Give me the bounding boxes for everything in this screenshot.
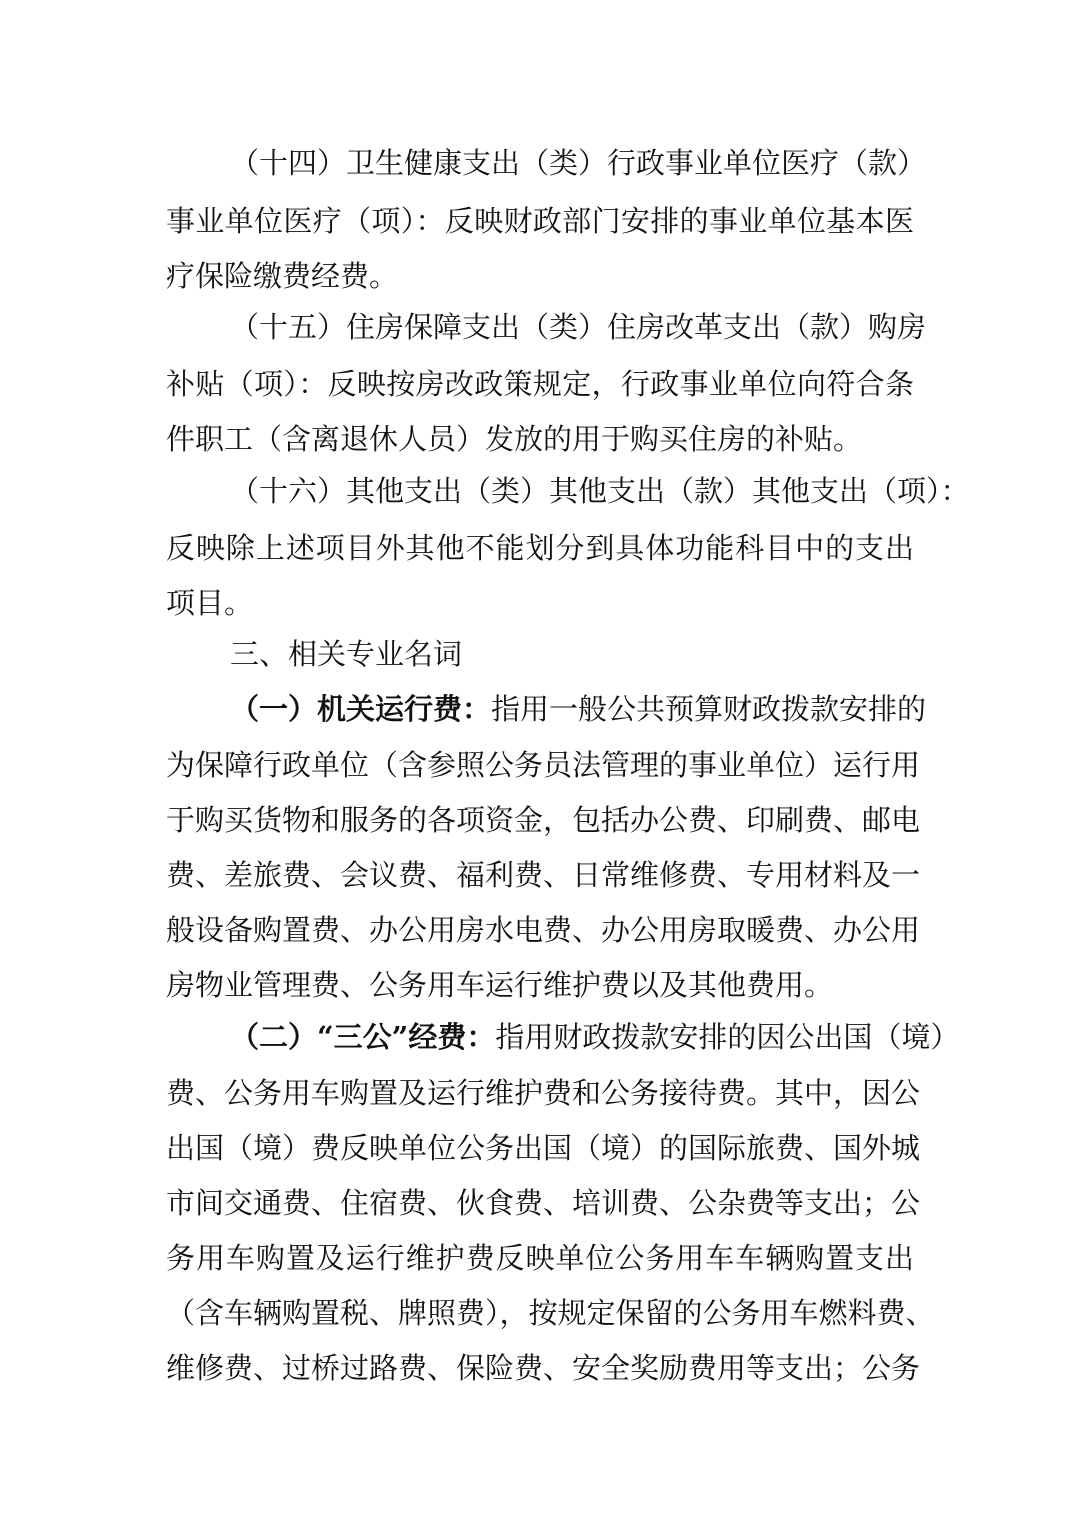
paragraph-14-line-1: （十四）卫生健康支出（类）行政事业单位医疗（款） [230, 146, 927, 180]
section-heading: 三、相关专业名词 [230, 637, 463, 671]
paragraph-15-line-1: （十五）住房保障支出（类）住房改革支出（款）购房 [230, 310, 927, 344]
term-2-line-3: 出国（境）费反映单位公务出国（境）的国际旅费、国外城 [166, 1131, 921, 1165]
term-1-title: （一）机关运行费： [230, 692, 492, 726]
paragraph-14-line-2: 事业单位医疗（项）：反映财政部门安排的事业单位基本医 [166, 204, 914, 238]
paragraph-15-line-2: 补贴（项）：反映按房改政策规定，行政事业单位向符合条 [166, 367, 914, 401]
term-1-line-4: 费、差旅费、会议费、福利费、日常维修费、专用材料及一 [166, 858, 921, 892]
term-1-line-5: 般设备购置费、办公用房水电费、办公用房取暖费、办公用 [166, 913, 921, 947]
paragraph-14-line-3: 疗保险缴费经费。 [166, 259, 399, 293]
paragraph-16-line-3: 项目。 [166, 586, 254, 620]
term-2-line-4: 市间交通费、住宿费、伙食费、培训费、公杂费等支出；公 [166, 1186, 921, 1220]
term-1-line-3: 于购买货物和服务的各项资金，包括办公费、印刷费、邮电 [166, 803, 921, 837]
term-1-line-6: 房物业管理费、公务用车运行维护费以及其他费用。 [166, 968, 834, 1002]
term-2-line-6: （含车辆购置税、牌照费），按规定保留的公务用车燃料费、 [166, 1296, 935, 1330]
term-2-title: （二）“三公”经费： [230, 1020, 496, 1054]
paragraph-15-line-3: 件职工（含离退休人员）发放的用于购买住房的补贴。 [166, 422, 863, 456]
term-1-line-2: 为保障行政单位（含参照公务员法管理的事业单位）运行用 [166, 748, 921, 782]
term-2-line-5: 务用车购置及运行维护费反映单位公务用车车辆购置支出 [166, 1241, 914, 1275]
term-2-line-7: 维修费、过桥过路费、保险费、安全奖励费用等支出；公务 [166, 1351, 921, 1385]
paragraph-16-line-1: （十六）其他支出（类）其他支出（款）其他支出（项）： [230, 474, 970, 508]
term-2-line-2: 费、公务用车购置及运行维护费和公务接待费。其中，因公 [166, 1076, 921, 1110]
term-2-line-1 [230, 1017, 960, 1057]
paragraph-16-line-2: 反映除上述项目外其他不能划分到具体功能科目中的支出 [166, 531, 914, 565]
term-1-line-1 [230, 689, 927, 729]
term-2-definition-start: 指用财政拨款安排的因公出国（境） [495, 1020, 960, 1054]
term-1-definition-start: 指用一般公共预算财政拨款安排的 [491, 692, 927, 726]
